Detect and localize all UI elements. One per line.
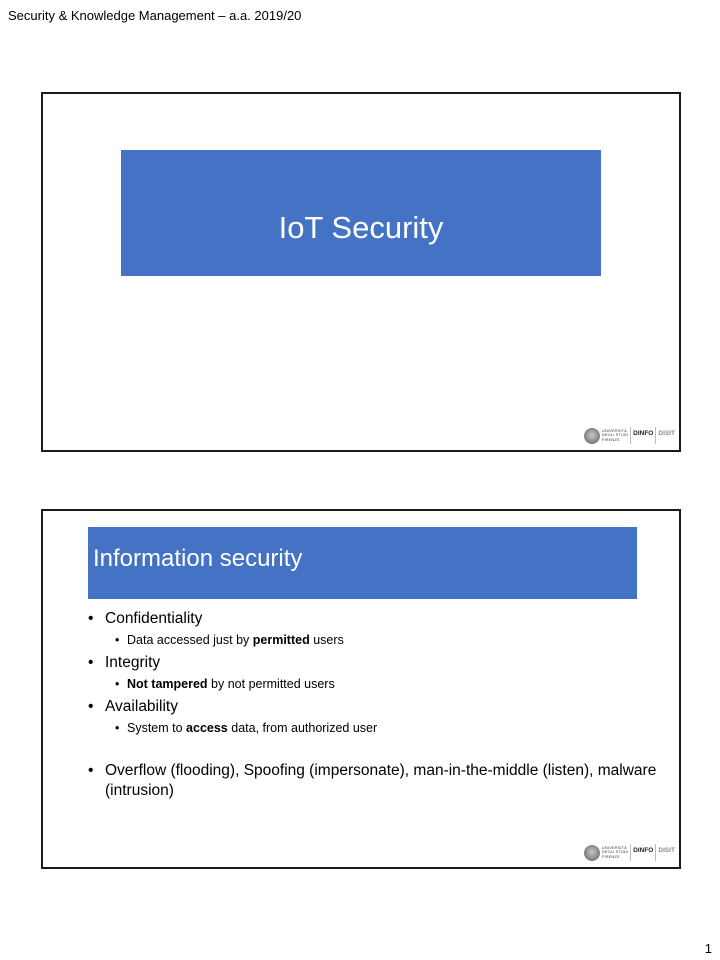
bullet-item: • Availability [88, 697, 658, 717]
dinfo-logo: DINFO [633, 844, 656, 861]
university-seal-icon [584, 845, 600, 861]
university-logo: UNIVERSITÀ DEGLI STUDI FIRENZE [602, 844, 631, 861]
bullet-list [88, 606, 658, 801]
slide-2 [41, 509, 681, 869]
sub-bullet-item: • System to access data, from authorized user [115, 720, 658, 737]
university-logo: UNIVERSITÀ DEGLI STUDI FIRENZE [602, 427, 631, 444]
disit-logo: DISIT [658, 847, 675, 855]
title-box [121, 150, 601, 276]
logo-strip [584, 843, 675, 862]
heading-band [88, 527, 637, 599]
disit-logo: DISIT [658, 430, 675, 438]
slide-1 [41, 92, 681, 452]
sub-bullet-item: • Not tampered by not permitted users [115, 676, 658, 693]
bullet-item: • Confidentiality [88, 609, 658, 629]
slide-1-title: IoT Security [278, 210, 444, 245]
slide-2-title: Information security [93, 545, 303, 572]
bullet-item: • Overflow (flooding), Spoofing (impersonate), man-in-the-middle (listen), malware (intrusion) [88, 761, 658, 801]
bullet-item: • Integrity [88, 653, 658, 673]
sub-bullet-item: • Data accessed just by permitted users [115, 632, 658, 649]
page-number: 1 [704, 941, 712, 956]
page-header: Security & Knowledge Management – a.a. 2019/20 [8, 8, 302, 23]
university-seal-icon [584, 428, 600, 444]
logo-strip [584, 426, 675, 445]
dinfo-logo: DINFO [633, 427, 656, 444]
